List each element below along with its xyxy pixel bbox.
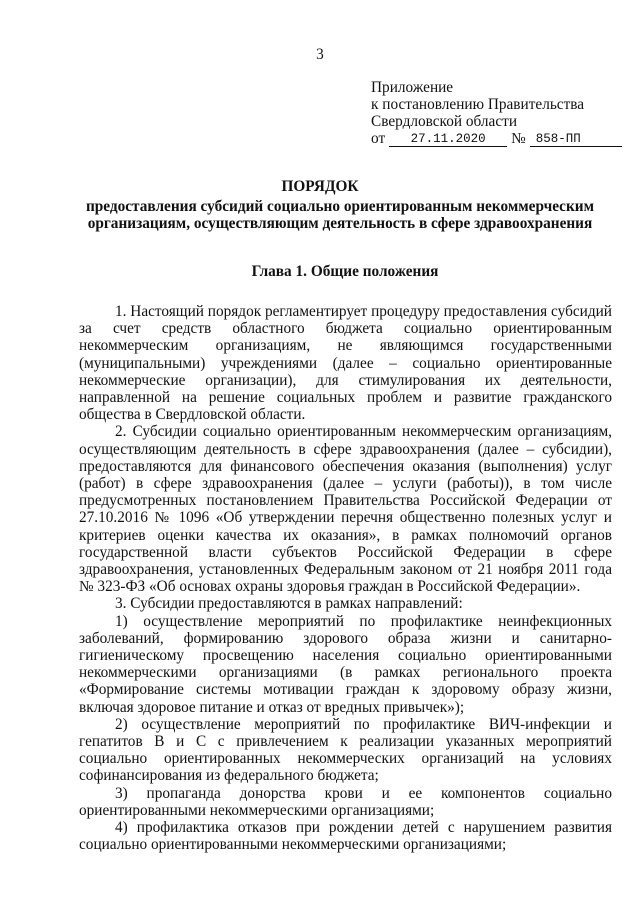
resolution-number: 858-ПП — [530, 132, 622, 147]
appendix-block — [371, 79, 626, 147]
chapter-heading: Глава 1. Общие положения — [251, 263, 439, 280]
appendix-line-1: Приложение — [371, 79, 454, 96]
document-body — [79, 303, 612, 854]
appendix-line-3: Свердловской области — [371, 113, 518, 130]
list-item-1: 1) осуществление мероприятий по профилактике неинфекционных заболеваний, формированию здорового образа жизни и санитарно-гигиеническому просвещению населения социально ориентированными некоммерческими организациями (в рамках регионального проекта «Формирование системы мотивации граждан к здоровому образу жизни, включая здоровое питание и отказ от вредных привычек»); — [79, 612, 612, 716]
paragraph-1: 1. Настоящий порядок регламентирует процедуру предоставления субсидий за счет средств областного бюджета социально ориентированным некоммерческим организациям, не являющимся государственными (муниципальными) учреждениями (далее – социально ориентированные некоммерческие организации), для стимулирования их деятельности, направленной на решение социальных проблем и развитие гражданского общества в Свердловской области. — [79, 303, 612, 424]
appendix-date-number-line — [371, 130, 626, 147]
page-number: 3 — [316, 46, 324, 63]
paragraph-2: 2. Субсидии социально ориентированным некоммерческим организациям, осуществляющим деятельность в сфере здравоохранения (далее – субсидии), предоставляются для финансового обеспечения оказания (выполнения) услуг (работ) в сфере здравоохранения (далее – услуги (работы)), в том числе предусмотренных постановлением Правительства Российской Федерации от 27.10.2016 № 1096 «Об утверждении перечня общественно полезных услуг и критериев оценки качества их оказания», в рамках полномочий органов государственной власти субъектов Российской Федерации в сфере здравоохранения, установленных Федеральным законом от 21 ноября 2011 года № 323-ФЗ «Об основах охраны здоровья граждан в Российской Федерации». — [79, 423, 612, 596]
list-item-2: 2) осуществление мероприятий по профилактике ВИЧ-инфекции и гепатитов B и C с привлечением к реализации указанных мероприятий социально ориентированных некоммерческих организаций на условиях софинансирования из федерального бюджета; — [79, 715, 612, 785]
list-item-3: 3) пропаганда донорства крови и ее компонентов социально ориентированными некоммерческими организациями; — [79, 784, 612, 819]
document-title: ПОРЯДОК — [281, 178, 359, 195]
date-prefix: от — [371, 130, 386, 147]
number-sign: № — [511, 130, 526, 147]
resolution-date: 27.11.2020 — [389, 132, 507, 147]
document-subtitle: предоставления субсидий социально ориентированным некоммерческим организациям, осуществляющим деятельность в сфере здравоохранения — [85, 198, 595, 233]
paragraph-3: 3. Субсидии предоставляются в рамках направлений: — [115, 595, 463, 613]
appendix-line-2: к постановлению Правительства — [371, 96, 585, 113]
list-item-4: 4) профилактика отказов при рождении детей с нарушением развития социально ориентированными некоммерческими организациями; — [79, 819, 612, 854]
